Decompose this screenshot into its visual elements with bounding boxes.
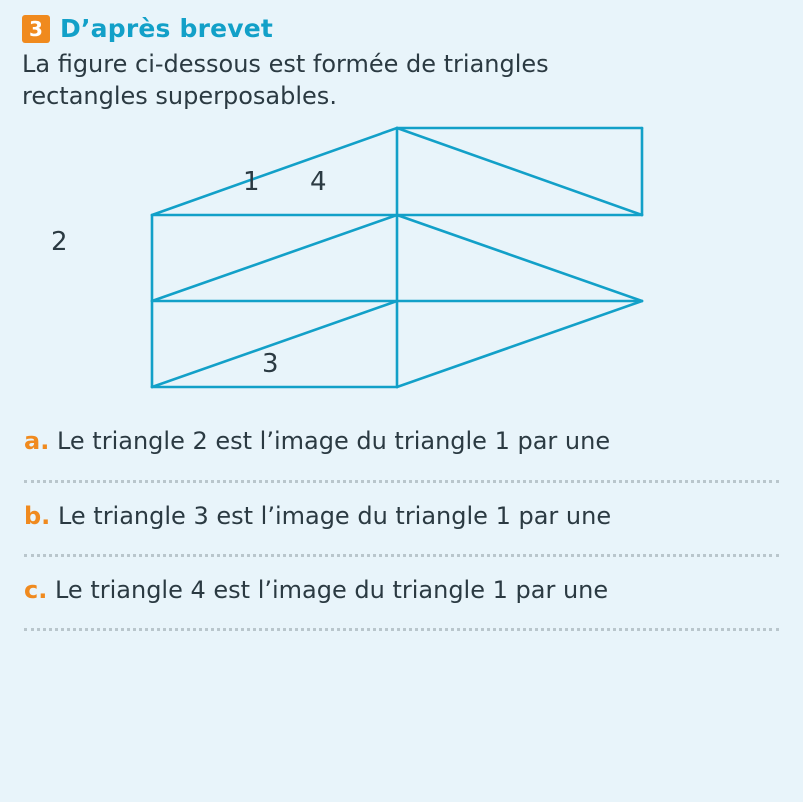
figure-strokes: [152, 128, 642, 387]
question-c-letter: c.: [24, 575, 48, 604]
question-c-body: Le triangle 4 est l’image du triangle 1 par une: [54, 575, 609, 604]
question-a-body: Le triangle 2 est l’image du triangle 1 par une: [56, 427, 611, 456]
exercise-title: D’après brevet: [60, 14, 274, 43]
figure-label-4: 4: [310, 167, 327, 198]
question-b-letter: b.: [24, 501, 51, 530]
geometry-figure: [22, 122, 781, 412]
question-row-b: [22, 501, 781, 557]
figure-svg: [22, 122, 781, 412]
answer-line-b[interactable]: [24, 554, 779, 557]
question-a-letter: a.: [24, 427, 50, 456]
question-c-text: [22, 575, 781, 606]
questions-list: [22, 426, 781, 631]
exercise-number-badge: 3: [22, 15, 50, 43]
question-b-text: [22, 501, 781, 532]
answer-line-c[interactable]: [24, 628, 779, 631]
question-a-text: [22, 426, 781, 457]
answer-line-a[interactable]: [24, 480, 779, 483]
figure-label-3: 3: [262, 349, 279, 380]
question-row-a: [22, 426, 781, 482]
exercise-header: [22, 14, 781, 43]
figure-label-1: 1: [243, 167, 260, 198]
statement-line-2: rectangles superposables.: [22, 81, 337, 110]
statement-line-1: La figure ci-dessous est formée de triangles: [22, 50, 549, 78]
figure-label-2: 2: [51, 227, 68, 258]
question-b-body: Le triangle 3 est l’image du triangle 1 par une: [57, 501, 612, 530]
exercise-statement: [22, 49, 780, 112]
question-row-c: [22, 575, 781, 631]
